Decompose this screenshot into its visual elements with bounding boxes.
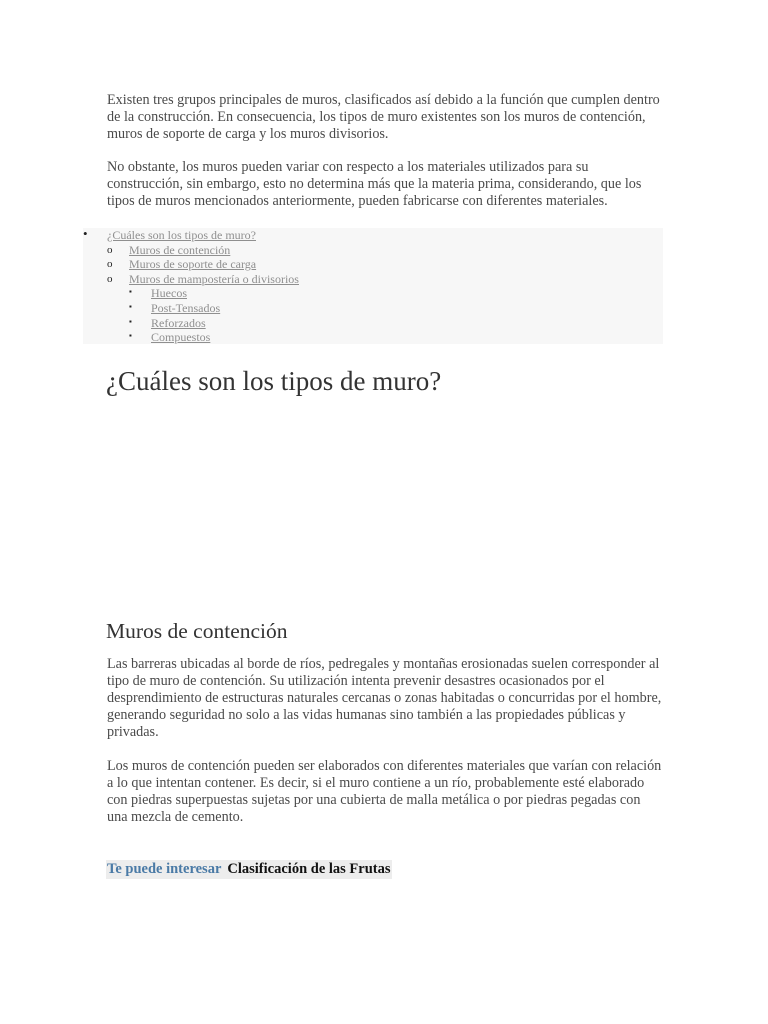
intro-paragraph-2: No obstante, los muros pueden variar con respecto a los materiales utilizados para su construcción, sin embargo, esto no determina más que la materia prima, considerando, que los tipos de muros mencionados anteriormente, pueden fabricarse con diferentes materiales.	[107, 159, 642, 209]
toc-link-tipos-de-muro[interactable]: ¿Cuáles son los tipos de muro?	[107, 228, 256, 242]
circle-bullet-icon: o	[107, 258, 113, 271]
toc-link-soporte-de-carga[interactable]: Muros de soporte de carga	[129, 257, 257, 272]
toc-link-contencion[interactable]: Muros de contención	[129, 242, 231, 257]
table-of-contents	[83, 228, 663, 344]
toc-link-reforzados[interactable]: Reforzados	[151, 315, 206, 330]
toc-item-post-tensados	[129, 301, 220, 316]
square-bullet-icon: ▪	[129, 331, 132, 341]
related-article-link[interactable]: Clasificación de las Frutas	[227, 861, 391, 877]
circle-bullet-icon: o	[107, 243, 113, 256]
toc-item-soporte-de-carga	[107, 257, 256, 272]
square-bullet-icon: ▪	[129, 287, 132, 297]
toc-link-huecos[interactable]: Huecos	[151, 286, 187, 301]
toc-item-compuestos	[129, 330, 210, 345]
related-article-box	[106, 860, 392, 879]
square-bullet-icon: ▪	[129, 302, 132, 311]
contencion-paragraph-2: Los muros de contención pueden ser elaborados con diferentes materiales que varían con relación a lo que intentan contener. Es decir, si el muro contiene a un río, probablemente esté elaborado con piedras superpuestas sujetas por una cubierta de malla metálica o por piedras pegadas con una mezcla de cemento.	[107, 758, 662, 825]
toc-link-mamposteria[interactable]: Muros de mampostería o divisorios	[129, 271, 299, 286]
toc-item-reforzados	[129, 316, 206, 331]
toc-link-compuestos[interactable]: Compuestos	[151, 330, 211, 345]
section-heading-tipos-de-muro: ¿Cuáles son los tipos de muro?	[106, 366, 442, 396]
related-label: Te puede interesar	[107, 861, 222, 877]
toc-link-post-tensados[interactable]: Post-Tensados	[151, 301, 221, 315]
section-heading-muros-de-contencion: Muros de contención	[106, 619, 288, 643]
bullet-icon: •	[83, 226, 88, 241]
square-bullet-icon: ▪	[129, 316, 132, 326]
toc-item-tipos-de-muro	[83, 228, 256, 243]
intro-paragraph-1: Existen tres grupos principales de muros, clasificados así debido a la función que cumplen dentro de la construcción. En consecuencia, los tipos de muro existentes son los muros de contención, muros de soporte de carga y los muros divisorios.	[107, 92, 660, 142]
circle-bullet-icon: o	[107, 272, 113, 285]
toc-item-huecos	[129, 286, 187, 301]
contencion-paragraph-1: Las barreras ubicadas al borde de ríos, pedregales y montañas erosionadas suelen corresponder al tipo de muro de contención. Su utilización intenta prevenir desastres ocasionados por el desprendimiento de estructuras naturales cercanas o zonas habitadas o concurridas por el hombre, generando seguridad no solo a las vidas humanas sino también a las propiedades públicas y privadas.	[107, 656, 662, 740]
toc-item-contencion	[107, 243, 230, 258]
toc-item-mamposteria	[107, 272, 299, 287]
